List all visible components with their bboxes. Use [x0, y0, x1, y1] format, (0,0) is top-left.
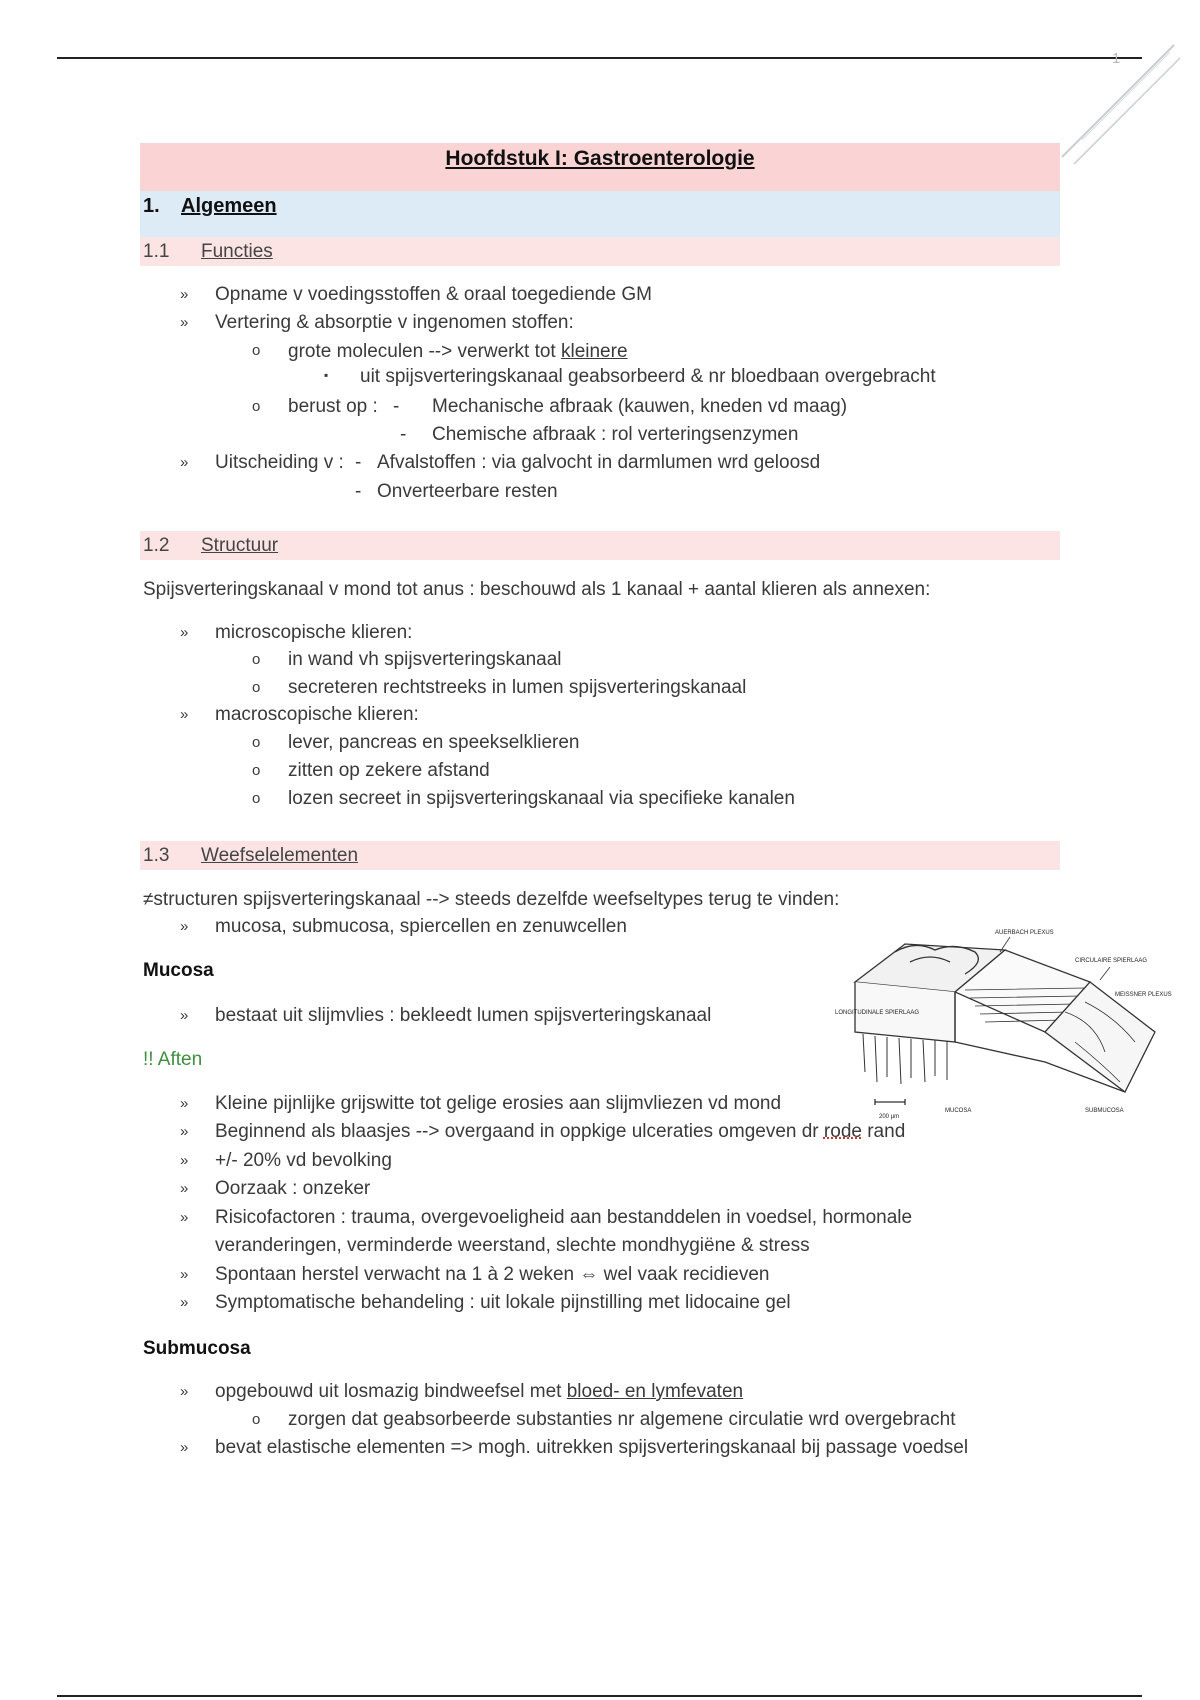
- text-part-underlined: bloed- en lymfevaten: [566, 1381, 744, 1402]
- text-part-flagged: rode: [823, 1121, 862, 1142]
- section-number: 1.1: [143, 241, 170, 262]
- circle-bullet-icon: o: [252, 651, 261, 668]
- bullet-icon: »: [180, 1294, 189, 1311]
- bullet-icon: »: [180, 1383, 189, 1400]
- text-line: ≠structuren spijsverteringskanaal --> steeds dezelfde weefseltypes terug te vinden:: [143, 889, 840, 910]
- corner-decoration: [1060, 40, 1180, 170]
- text-part: opgebouwd uit losmazig bindweefsel met: [215, 1381, 567, 1402]
- bullet-icon: »: [180, 314, 189, 331]
- text-line: +/- 20% vd bevolking: [215, 1150, 392, 1171]
- text-line: Symptomatische behandeling : uit lokale pijnstilling met lidocaine gel: [215, 1292, 791, 1313]
- figure-label-submucosa: SUBMUCOSA: [1085, 1108, 1124, 1114]
- bullet-icon: »: [180, 286, 189, 303]
- figure-label-longitudinale: LONGITUDINALE SPIERLAAG: [835, 1010, 920, 1016]
- bullet-icon: »: [180, 1095, 189, 1112]
- text-line: berust op :: [288, 396, 378, 417]
- figure-label-mucosa: MUCOSA: [945, 1108, 972, 1114]
- text-line: secreteren rechtstreeks in lumen spijsverteringskanaal: [288, 677, 747, 698]
- text-part: rand: [861, 1121, 906, 1142]
- section-heading-structuur: [140, 531, 1060, 560]
- text-line: [288, 340, 628, 364]
- top-rule: [57, 57, 1142, 59]
- figure-label-circulaire: CIRCULAIRE SPIERLAAG: [1075, 958, 1148, 964]
- section-heading-functies: [140, 237, 1060, 266]
- text-line: Chemische afbraak : rol verteringsenzymen: [432, 424, 799, 445]
- bottom-rule: [57, 1695, 1142, 1697]
- text-line: mucosa, submucosa, spiercellen en zenuwcellen: [215, 916, 627, 937]
- text-line: Opname v voedingsstoffen & oraal toegediende GM: [215, 284, 652, 305]
- circle-bullet-icon: o: [252, 1411, 261, 1428]
- dash-bullet-icon: -: [355, 481, 362, 502]
- chapter-heading: [140, 191, 1060, 237]
- bullet-icon: »: [180, 1123, 189, 1140]
- dash-bullet-icon: -: [355, 452, 362, 473]
- square-bullet-icon: ▪: [324, 368, 329, 382]
- section-label: Weefselelementen: [201, 845, 359, 866]
- text-line: in wand vh spijsverteringskanaal: [288, 649, 562, 670]
- section-number: 1.2: [143, 535, 170, 556]
- text-line: [215, 1120, 905, 1144]
- circle-bullet-icon: o: [252, 679, 261, 696]
- circle-bullet-icon: o: [252, 398, 261, 415]
- text-line: zitten op zekere afstand: [288, 760, 490, 781]
- text-line: uit spijsverteringskanaal geabsorbeerd & nr bloedbaan overgebracht: [360, 366, 936, 387]
- text-line: Uitscheiding v :: [215, 452, 344, 473]
- text-line: Spijsverteringskanaal v mond tot anus : beschouwd als 1 kanaal + aantal klieren als annexen:: [143, 579, 931, 600]
- text-part: grote moleculen --> verwerkt tot: [288, 341, 561, 362]
- bullet-icon: »: [180, 624, 189, 641]
- bullet-icon: »: [180, 454, 189, 471]
- text-line: Vertering & absorptie v ingenomen stoffen:: [215, 312, 574, 333]
- text-line: [215, 1380, 743, 1404]
- section-number: 1.3: [143, 845, 170, 866]
- bullet-icon: »: [180, 1180, 189, 1197]
- text-line: veranderingen, verminderde weerstand, slechte mondhygiëne & stress: [215, 1235, 810, 1256]
- text-line: Spontaan herstel verwacht na 1 à 2 weken ⇔ wel vaak recidieven: [215, 1264, 770, 1285]
- text-line: Oorzaak : onzeker: [215, 1178, 371, 1199]
- section-heading-weefselelementen: [140, 841, 1060, 870]
- section-label: Structuur: [201, 535, 279, 556]
- section-label: Functies: [201, 241, 273, 262]
- gi-wall-figure: [835, 922, 1175, 1127]
- figure-label-scale: 200 µm: [879, 1114, 900, 1120]
- text-line: Risicofactoren : trauma, overgevoeligheid aan bestanddelen in voedsel, hormonale: [215, 1207, 913, 1228]
- bullet-icon: »: [180, 1152, 189, 1169]
- text-line: Kleine pijnlijke grijswitte tot gelige erosies aan slijmvliezen vd mond: [215, 1093, 782, 1114]
- text-line: bestaat uit slijmvlies : bekleedt lumen spijsverteringskanaal: [215, 1005, 712, 1026]
- title-band: [140, 143, 1060, 191]
- figure-label-auerbach: AUERBACH PLEXUS: [995, 930, 1054, 936]
- text-line: Afvalstoffen : via galvocht in darmlumen wrd geloosd: [377, 452, 821, 473]
- text-line: microscopische klieren:: [215, 622, 413, 643]
- subheading-aften: !! Aften: [143, 1049, 203, 1070]
- circle-bullet-icon: o: [252, 762, 261, 779]
- text-line: zorgen dat geabsorbeerde substanties nr algemene circulatie wrd overgebracht: [288, 1409, 956, 1430]
- circle-bullet-icon: o: [252, 342, 261, 359]
- circle-bullet-icon: o: [252, 734, 261, 751]
- text-part: Beginnend als blaasjes --> overgaand in oppkige ulceraties omgeven dr: [215, 1121, 824, 1142]
- bullet-icon: »: [180, 1209, 189, 1226]
- page-title: Hoofdstuk I: Gastroenterologie: [445, 147, 755, 170]
- bullet-icon: »: [180, 706, 189, 723]
- text-line: lever, pancreas en speekselklieren: [288, 732, 580, 753]
- subheading-submucosa: Submucosa: [143, 1338, 251, 1359]
- dash-bullet-icon: -: [400, 424, 407, 445]
- bullet-icon: »: [180, 1266, 189, 1283]
- text-part-underlined: kleinere: [560, 341, 628, 362]
- bullet-icon: »: [180, 1007, 189, 1024]
- text-line: Mechanische afbraak (kauwen, kneden vd maag): [432, 396, 848, 417]
- bullet-icon: »: [180, 918, 189, 935]
- text-line: Onverteerbare resten: [377, 481, 558, 502]
- text-line: macroscopische klieren:: [215, 704, 419, 725]
- chapter-number: 1.: [143, 195, 160, 217]
- figure-label-meissner: MEISSNER PLEXUS: [1115, 992, 1172, 998]
- page-number: 1: [1112, 50, 1121, 67]
- chapter-label: Algemeen: [181, 195, 277, 217]
- subheading-mucosa: Mucosa: [143, 960, 214, 981]
- text-line: bevat elastische elementen => mogh. uitrekken spijsverteringskanaal bij passage voedsel: [215, 1437, 969, 1458]
- text-line: lozen secreet in spijsverteringskanaal via specifieke kanalen: [288, 788, 795, 809]
- bullet-icon: »: [180, 1439, 189, 1456]
- dash-bullet-icon: -: [393, 396, 400, 417]
- circle-bullet-icon: o: [252, 790, 261, 807]
